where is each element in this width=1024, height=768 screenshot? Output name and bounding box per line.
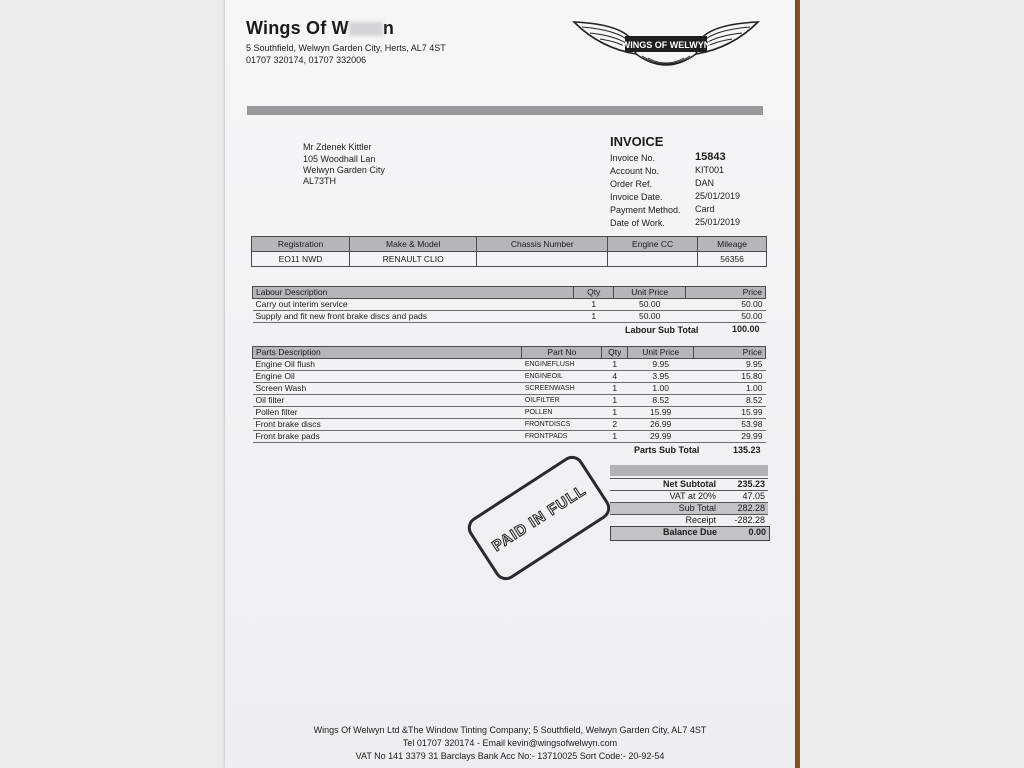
sub-total-label: Sub Total: [678, 503, 716, 513]
footer-contact-line: Tel 01707 320174 - Email kevin@wingsofwelwyn.com: [402, 738, 618, 748]
labour-table: [252, 286, 766, 323]
background-right: [800, 0, 1024, 768]
part-qty: 1: [602, 395, 628, 407]
part-number: POLLEN: [522, 407, 602, 419]
customer-postcode: AL73TH: [303, 176, 337, 186]
column-header: Parts Description: [253, 347, 522, 359]
labour-unit-price: 50.00: [614, 311, 686, 323]
labour-description: Carry out interim service: [253, 299, 574, 311]
column-header: Labour Description: [253, 287, 574, 299]
mileage-value: 56356: [698, 252, 767, 267]
part-price: 1.00: [694, 383, 766, 395]
part-price: 53.98: [694, 419, 766, 431]
part-description: Oil filter: [253, 395, 522, 407]
vehicle-table: [251, 236, 767, 267]
part-description: Engine Oil: [253, 371, 522, 383]
footer-bank-line: VAT No 141 3379 31 Barclays Bank Acc No:- 13710025 Sort Code:- 20-92-54: [355, 751, 665, 761]
labour-subtotal-label: Labour Sub Total: [625, 325, 699, 335]
account-number: KIT001: [695, 165, 725, 175]
receipt-label: Receipt: [685, 515, 716, 525]
part-number: ENGINEOIL: [522, 371, 602, 383]
labour-qty: 1: [574, 299, 614, 311]
part-unit-price: 3.95: [628, 371, 694, 383]
part-number: FRONTPADS: [522, 431, 602, 443]
labour-price: 50.00: [686, 299, 766, 311]
part-qty: 1: [602, 407, 628, 419]
labour-subtotal-value: 100.00: [732, 324, 760, 334]
part-number: FRONTDISCS: [522, 419, 602, 431]
part-number: SCREENWASH: [522, 383, 602, 395]
payment-method: Card: [695, 204, 715, 214]
table-row: [253, 311, 766, 323]
column-header: Part No: [522, 347, 602, 359]
net-subtotal-label: Net Subtotal: [663, 479, 716, 489]
parts-subtotal-value: 135.23: [733, 445, 761, 455]
part-price: 8.52: [694, 395, 766, 407]
table-row: [253, 407, 766, 419]
table-row: [253, 359, 766, 371]
part-qty: 1: [602, 431, 628, 443]
part-unit-price: 9.95: [628, 359, 694, 371]
totals-header-bar: [610, 465, 768, 476]
part-unit-price: 26.99: [628, 419, 694, 431]
invoice-page: [225, 0, 795, 768]
invoice-field-label: Invoice Date.: [610, 192, 663, 202]
table-row: [253, 431, 766, 443]
part-number: OILFILTER: [522, 395, 602, 407]
chassis-value: [477, 252, 608, 267]
column-header: Price: [686, 287, 766, 299]
part-qty: 1: [602, 383, 628, 395]
company-phones: 01707 320174, 01707 332006: [246, 55, 367, 65]
table-row: [253, 395, 766, 407]
vehicle-header-row: [252, 237, 767, 252]
part-description: Pollen filter: [253, 407, 522, 419]
column-header: Make & Model: [349, 237, 476, 252]
date-of-work: 25/01/2019: [695, 217, 741, 227]
part-description: Engine Oil flush: [253, 359, 522, 371]
net-subtotal-value: 235.23: [737, 479, 765, 489]
part-price: 15.80: [694, 371, 766, 383]
header-rule: [247, 106, 763, 115]
labour-unit-price: 50.00: [614, 299, 686, 311]
part-description: Front brake pads: [253, 431, 522, 443]
table-row: [253, 299, 766, 311]
table-row: [253, 419, 766, 431]
customer-city: Welwyn Garden City: [303, 165, 385, 175]
invoice-date: 25/01/2019: [695, 191, 741, 201]
invoice-number: 15843: [695, 151, 726, 163]
customer-name: Mr Zdenek Kittler: [303, 142, 372, 152]
table-row: [253, 371, 766, 383]
column-header: Mileage: [698, 237, 767, 252]
make-model-value: RENAULT CLIO: [349, 252, 476, 267]
part-price: 15.99: [694, 407, 766, 419]
column-header: Unit Price: [628, 347, 694, 359]
part-unit-price: 1.00: [628, 383, 694, 395]
registration-value: EO11 NWD: [252, 252, 350, 267]
company-name: Wings Of W n: [246, 18, 395, 38]
part-number: ENGINEFLUSH: [522, 359, 602, 371]
engine-cc-value: [608, 252, 698, 267]
svg-text:WINGS OF WELWYN: WINGS OF WELWYN: [621, 40, 711, 50]
order-ref: DAN: [695, 178, 715, 188]
background-left: [0, 0, 225, 768]
table-row: [253, 383, 766, 395]
invoice-field-label: Invoice No.: [610, 153, 656, 163]
part-unit-price: 15.99: [628, 407, 694, 419]
part-qty: 2: [602, 419, 628, 431]
stamp-text: PAID IN FULL: [488, 481, 590, 555]
customer-street: 105 Woodhall Lan: [303, 154, 376, 164]
invoice-field-label: Account No.: [610, 166, 660, 176]
labour-price: 50.00: [686, 311, 766, 323]
balance-due-label: Balance Due: [662, 527, 717, 537]
vat-label: VAT at 20%: [669, 491, 716, 501]
parts-subtotal-label: Parts Sub Total: [634, 445, 700, 455]
labour-qty: 1: [574, 311, 614, 323]
invoice-field-label: Payment Method.: [610, 205, 681, 215]
redacted-mark: [349, 22, 383, 36]
invoice-field-label: Date of Work.: [610, 218, 665, 228]
sub-total-value: 282.28: [737, 503, 765, 513]
vehicle-value-row: [252, 252, 767, 267]
column-header: Registration: [252, 237, 350, 252]
parts-table: [252, 346, 766, 443]
invoice-field-label: Order Ref.: [610, 179, 653, 189]
column-header: Unit Price: [614, 287, 686, 299]
part-description: Front brake discs: [253, 419, 522, 431]
column-header: Engine CC: [608, 237, 698, 252]
receipt-value: -282.28: [734, 515, 765, 525]
part-description: Screen Wash: [253, 383, 522, 395]
invoice-title: INVOICE: [610, 134, 664, 149]
part-qty: 4: [602, 371, 628, 383]
part-unit-price: 8.52: [628, 395, 694, 407]
part-price: 9.95: [694, 359, 766, 371]
wings-logo-icon: [570, 18, 762, 76]
column-header: Qty: [602, 347, 628, 359]
part-price: 29.99: [694, 431, 766, 443]
balance-due-value: 0.00: [748, 527, 766, 537]
part-unit-price: 29.99: [628, 431, 694, 443]
totals-row: [610, 526, 770, 541]
labour-description: Supply and fit new front brake discs and pads: [253, 311, 574, 323]
column-header: Price: [694, 347, 766, 359]
part-qty: 1: [602, 359, 628, 371]
company-address: 5 Southfield, Welwyn Garden City, Herts, AL7 4ST: [246, 43, 446, 53]
column-header: Chassis Number: [477, 237, 608, 252]
column-header: Qty: [574, 287, 614, 299]
vat-value: 47.05: [742, 491, 765, 501]
paid-in-full-stamp: [463, 451, 615, 584]
footer-company-line: Wings Of Welwyn Ltd &The Window Tinting Company; 5 Southfield, Welwyn Garden City, AL7 4ST: [313, 725, 707, 735]
